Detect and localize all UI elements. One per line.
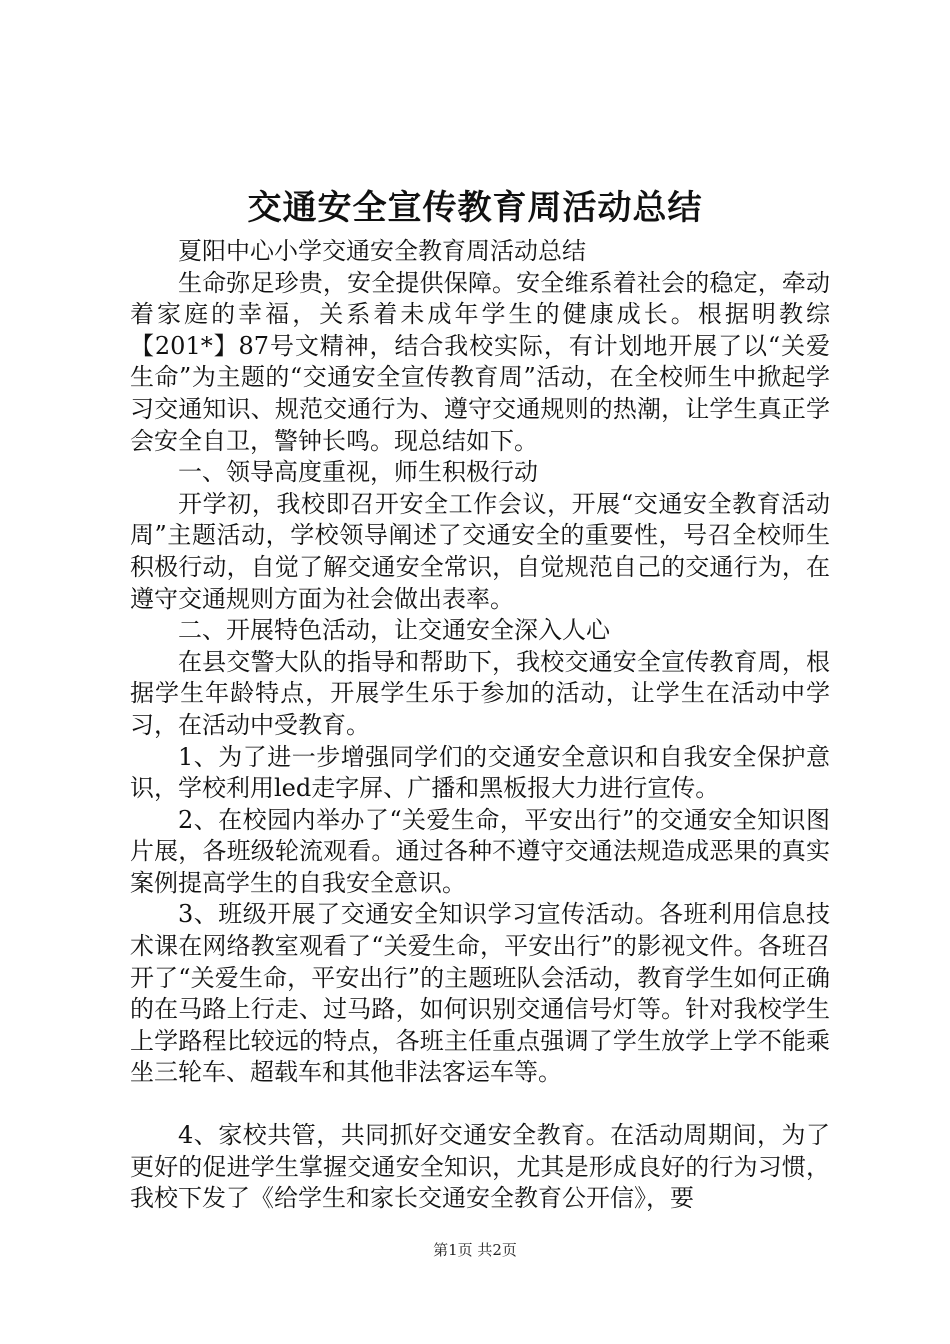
subtitle-paragraph: 夏阳中心小学交通安全教育周活动总结 [178, 237, 586, 265]
section-2-paragraph: 在县交警大队的指导和帮助下，我校交通安全宣传教育周，根据学生年龄特点，开展学生乐于参加的活动，让学生在活动中学习，在活动中受教育。 [130, 647, 830, 739]
list-item-3: 3、班级开展了交通安全知识学习宣传活动。各班利用信息技术课在网络教室观看了“关爱生命，平安出行”的影视文件。各班召开了“关爱生命，平安出行”的主题班队会活动，教育学生如何正确的在马路上行走、过马路，如何识别交通信号灯等。针对我校学生上学路程比较远的特点，各班主任重点强调了学生放学上学不能乘坐三轮车、超载车和其他非法客运车等。 [130, 900, 830, 1087]
list-item-2: 2、在校园内举办了“关爱生命，平安出行”的交通安全知识图片展，各班级轮流观看。通过各种不遵守交通法规造成恶果的真实案例提高学生的自我安全意识。 [130, 805, 830, 897]
list-item-4: 4、家校共管，共同抓好交通安全教育。在活动周期间，为了更好的促进学生掌握交通安全知识，尤其是形成良好的行为习惯，我校下发了《给学生和家长交通安全教育公开信》，要 [130, 1121, 830, 1213]
document-title: 交通安全宣传教育周活动总结 [247, 188, 703, 228]
section-heading-2: 二、开展特色活动，让交通安全深入人心 [178, 616, 610, 645]
section-1-paragraph: 开学初，我校即召开安全工作会议，开展“交通安全教育活动周”主题活动，学校领导阐述了交通安全的重要性，号召全校师生积极行动，自觉了解交通安全常识，自觉规范自己的交通行为，在遵守交通规则方面为社会做出表率。 [130, 489, 830, 613]
document-body [130, 236, 830, 1215]
page-footer [0, 1240, 950, 1260]
page-total: 共2页 [477, 1241, 517, 1259]
section-heading-1: 一、领导高度重视，师生积极行动 [178, 458, 538, 487]
list-item-1: 1、为了进一步增强同学们的交通安全意识和自我安全保护意识，学校利用led走字屏、广播和黑板报大力进行宣传。 [130, 742, 830, 803]
page-number: 第1页 [433, 1241, 473, 1259]
intro-paragraph: 生命弥足珍贵，安全提供保障。安全维系着社会的稳定，牵动着家庭的幸福，关系着未成年学生的健康成长。根据明教综【201*】87号文精神，结合我校实际，有计划地开展了以“关爱生命”为主题的“交通安全宣传教育周”活动，在全校师生中掀起学习交通知识、规范交通行为、遵守交通规则的热潮，让学生真正学会安全自卫，警钟长鸣。现总结如下。 [130, 268, 830, 455]
